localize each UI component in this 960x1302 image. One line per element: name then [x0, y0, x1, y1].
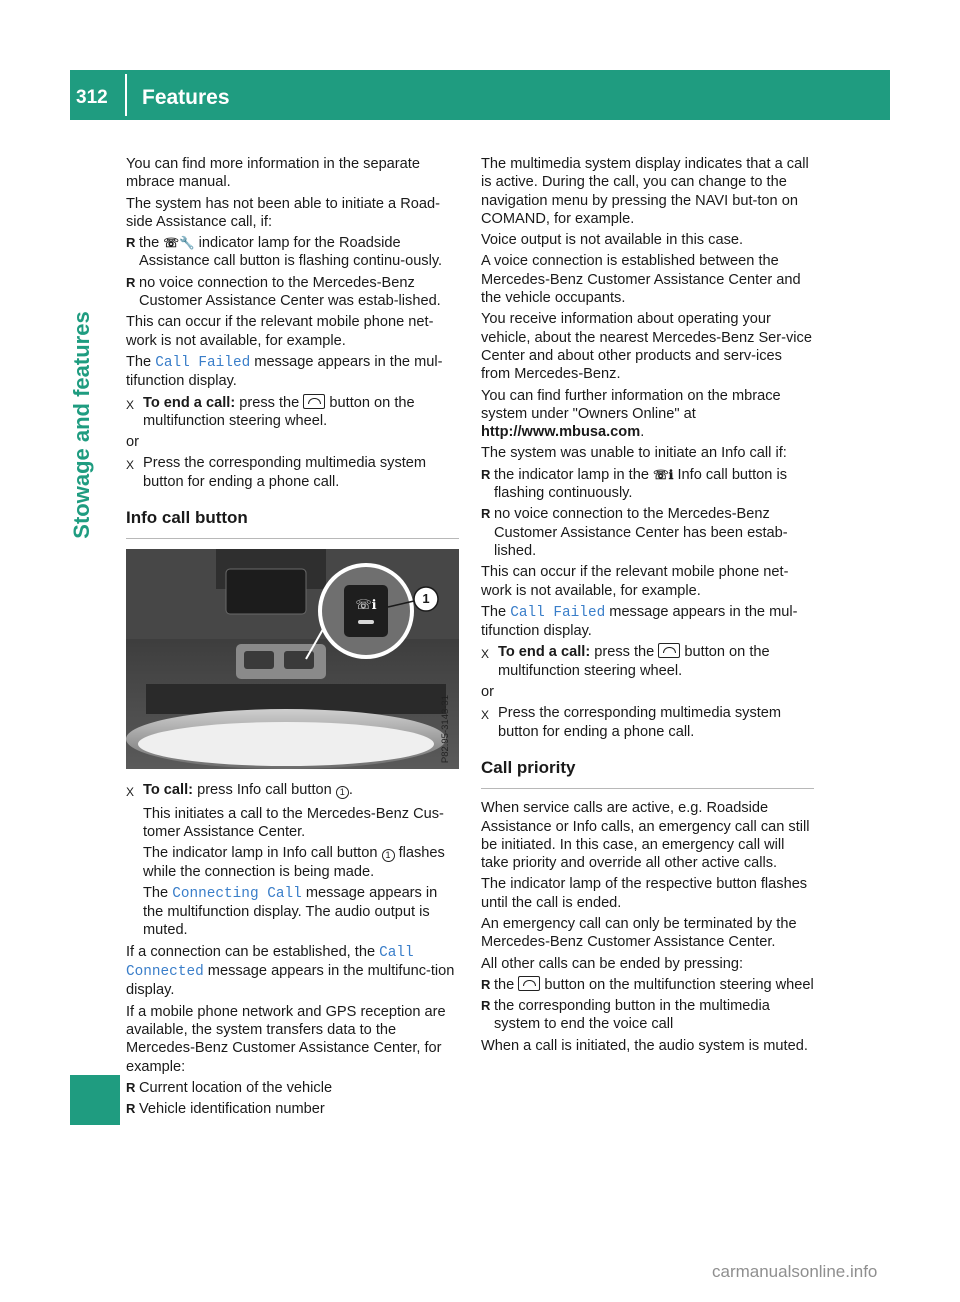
paragraph: When service calls are active, e.g. Roadside Assistance or Info calls, an emergency call can still be initiated. In this case, an emergency call will take priority and override all other active calls. [481, 800, 810, 872]
section-heading: Call priority [481, 759, 814, 789]
list-item: R no voice connection to the Mercedes-Benz Customer Assistance Center has been estab-lished. [481, 506, 788, 559]
paragraph: or [126, 434, 139, 451]
paragraph: An emergency call can only be terminated by the Mercedes-Benz Customer Assistance Center. [481, 915, 797, 951]
instruction-step: X To call: press Info call button 1 . [126, 781, 459, 801]
paragraph: The system has not been able to initiate a Road-side Assistance call, if: [126, 195, 440, 230]
list-item: R no voice connection to the Mercedes-Benz Customer Assistance Center was estab-lished. [126, 274, 441, 310]
bullet-marker: R [481, 506, 491, 522]
paragraph: Voice output is not available in this case. [481, 232, 744, 249]
paragraph: This can occur if the relevant mobile phone net-work is not available, for example. [481, 564, 789, 599]
info-call-icon: ☏ℹ [653, 467, 674, 482]
bullet-marker: R [481, 998, 491, 1014]
instruction-step: X To end a call: press the button on the multifunction steering wheel. [481, 644, 770, 679]
paragraph: This can occur if the relevant mobile phone net-work is not available, for example. [126, 314, 434, 349]
step-marker: X [126, 458, 135, 473]
paragraph: When a call is initiated, the audio system is muted. [481, 1037, 808, 1054]
step-marker: X [126, 397, 135, 412]
display-message: Call Failed [510, 604, 606, 621]
bullet-marker: R [126, 1101, 136, 1117]
right-column [481, 155, 814, 1058]
callout-number: 1 [422, 591, 430, 607]
callout-ref: 1 [382, 849, 395, 862]
step-marker: X [481, 647, 490, 662]
paragraph: The Call Failed message appears in the mul-tifunction display. [481, 603, 798, 640]
info-call-button-photo [126, 549, 459, 769]
watermark: carmanualsonline.info [712, 1262, 878, 1281]
left-column [126, 155, 459, 1121]
paragraph: This initiates a call to the Mercedes-Benz Cus-tomer Assistance Center. [143, 805, 444, 840]
paragraph: If a connection can be established, the Call Connected message appears in the multifunc-tion display. [126, 943, 455, 999]
bullet-marker: R [481, 976, 491, 992]
end-call-icon [518, 976, 540, 991]
website-link[interactable]: http://www.mbusa.com [481, 424, 641, 441]
list-item: R the button on the multifunction steering wheel [481, 976, 814, 993]
callout-ref: 1 [336, 786, 349, 799]
paragraph: The Call Failed message appears in the mul-tifunction display. [126, 353, 443, 390]
side-tab-label: Stowage and features [69, 311, 94, 539]
end-call-icon [658, 643, 680, 658]
paragraph: The indicator lamp in Info call button 1 flashes while the connection is being made. [143, 845, 445, 880]
display-message: Connecting Call [172, 885, 302, 902]
step-marker: X [126, 785, 135, 800]
bullet-marker: R [481, 466, 491, 482]
bullet-marker: R [126, 1079, 136, 1095]
svg-text:☏ℹ: ☏ℹ [355, 598, 377, 614]
side-tab-marker [70, 1075, 120, 1125]
display-message: Call Connected [126, 944, 414, 981]
list-item: R the ☏🔧 indicator lamp for the Roadside Assistance call button is flashing continu-ously. [126, 235, 443, 270]
list-item: R the indicator lamp in the ☏ℹ Info call button is flashing continuously. [481, 466, 787, 502]
roadside-assistance-icon: ☏🔧 [163, 236, 195, 251]
paragraph: A voice connection is established between the Mercedes-Benz Customer Assistance Center and the vehicle occupants. [481, 253, 801, 307]
section-heading: Info call button [126, 509, 459, 539]
paragraph: The system was unable to initiate an Info call if: [481, 445, 787, 462]
instruction-step: X To end a call: press the button on the multifunction steering wheel. [126, 394, 415, 429]
list-item: R the corresponding button in the multimedia system to end the voice call [481, 998, 770, 1033]
paragraph: You receive information about operating your vehicle, about the nearest Mercedes-Benz Ser-vice Center and about other products and serv-ices from Mercedes-Benz. [481, 311, 812, 383]
end-call-icon [303, 394, 325, 409]
display-message: Call Failed [155, 354, 251, 371]
instruction-step: X Press the corresponding multimedia system button for ending a phone call. [126, 455, 427, 490]
instruction-step: X Press the corresponding multimedia system button for ending a phone call. [481, 705, 782, 740]
paragraph: The indicator lamp of the respective button flashes until the call is ended. [481, 876, 808, 911]
paragraph: The multimedia system display indicates that a call is active. During the call, you can change to the navigation menu by pressing the NAVI but-ton on COMAND, for example. [481, 156, 809, 227]
paragraph: The Connecting Call message appears in the multifunction display. The audio output is muted. [143, 884, 438, 939]
header-divider [125, 74, 127, 116]
paragraph: All other calls can be ended by pressing: [481, 955, 744, 972]
list-item: R Vehicle identification number [126, 1101, 325, 1118]
figure-code: P82.95-3143-31 [439, 695, 451, 764]
paragraph: You can find further information on the mbrace system under "Owners Online" at http://www.mbusa.com. [481, 387, 781, 441]
bullet-marker: R [126, 274, 136, 290]
bullet-marker: R [126, 235, 136, 251]
page-title: Features [142, 86, 230, 109]
photo-illustration [126, 549, 459, 769]
paragraph: If a mobile phone network and GPS reception are available, the system transfers data to the Mercedes-Benz Customer Assistance Center, for example: [126, 1003, 446, 1075]
list-item: R Current location of the vehicle [126, 1079, 333, 1096]
paragraph: or [481, 684, 494, 701]
page-number: 312 [76, 87, 108, 108]
paragraph: You can find more information in the separate mbrace manual. [126, 156, 420, 191]
step-marker: X [481, 708, 490, 723]
